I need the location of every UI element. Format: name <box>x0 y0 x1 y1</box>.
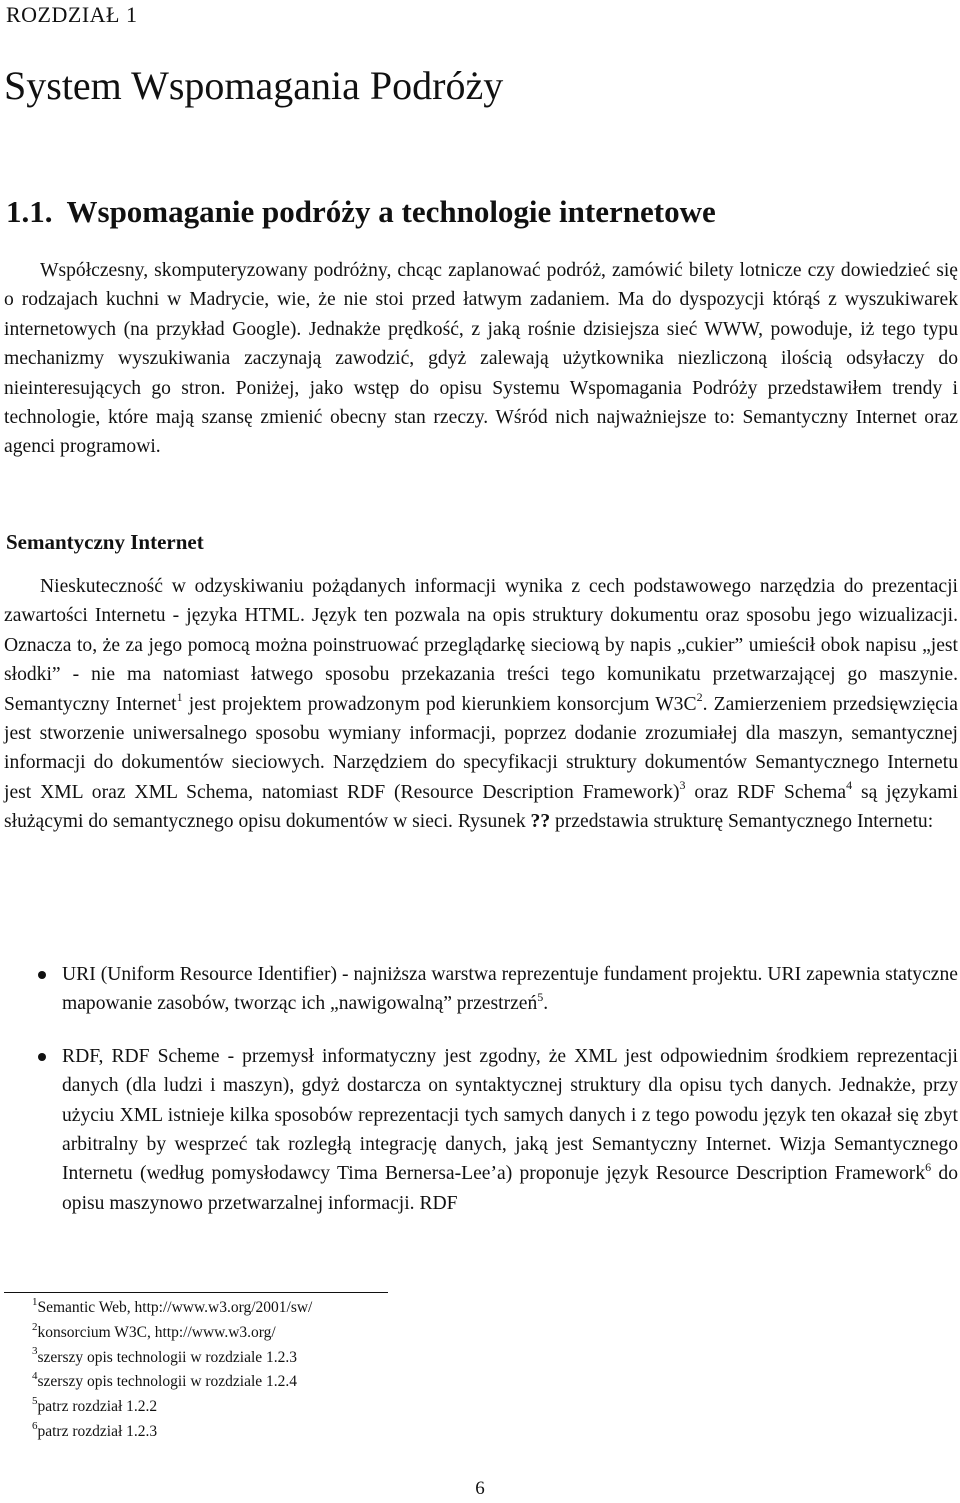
footnote-number: 3 <box>32 1345 38 1358</box>
footnote-number: 2 <box>32 1320 38 1333</box>
list-item-text: RDF, RDF Scheme - przemysł informatyczny jest zgodny, że XML jest odpowiednim środkiem reprezentacji danych (dla ludzi i maszyn), gdyż dostarcza on syntaktycznej struktury dla opisu tych danych. Jednakże, przy użyciu XML istnieje kilka sposobów reprezentacji tych samych danych i z tego powodu język ten okazał się zbyt arbitralny by wesprzeć tak rozległą integrację danych, jaką jest Semantyczny Internet. Wizja Semantycznego Internetu (według pomysłodawcy Tima Bernersa-Lee’a) proponuje język Resource Description Framework <box>62 1045 958 1185</box>
footnote-ref-4: 4 <box>846 778 853 793</box>
intro-paragraph: Współczesny, skomputeryzowany podróżny, chcąc zaplanować podróż, zamówić bilety lotnicze czy dowiedzieć się o rodzajach kuchni w Madrycie, wie, że nie stoi przed łatwym zadaniem. Ma do dyspozycji którąś z wyszukiwarek internetowych (na przykład Google). Jednakże prędkość, z jaką rośnie dzisiejsza sieć WWW, powoduje, iż tego typu mechanizmy wyszukiwania zaczynają zawodzić, gdyż zalewają użytkownika niezliczoną ilością odsyłaczy do nieinteresujących go stron. Poniżej, jako wstęp do opisu Systemu Wspomagania Podróży przedstawiłem trendy i technologie, które mają szansę zmienić obecny stan rzeczy. Wśród nich najważniejsze to: Semantyczny Internet oraz agenci programowi. <box>4 260 958 458</box>
section-heading <box>6 195 716 229</box>
footnote-text: Semantic Web, http://www.w3.org/2001/sw/ <box>37 1299 313 1316</box>
footnote-ref-1: 1 <box>176 690 183 705</box>
footnotes <box>32 1296 312 1445</box>
section-number: 1.1. <box>6 194 53 229</box>
layer-list <box>0 960 958 1241</box>
list-item <box>62 1042 958 1218</box>
footnote <box>32 1370 312 1395</box>
footnote-ref-5: 5 <box>537 989 544 1004</box>
paragraph-text: . Zamierzeniem przedsięwzięcia jest stworzenie uniwersalnego sposobu wymiany informacji, poprzez dodanie zrozumiałej dla maszyn, semantycznej informacji do dokumentów sieciowych. Narzędziem do specyfikacji struktury dokumentów Semantycznego Internetu jest XML oraz XML Schema, natomiast RDF (Resource Description Framework) <box>4 693 958 803</box>
footnote-text: szerszy opis technologii w rozdziale 1.2.3 <box>37 1348 298 1366</box>
list-item-tail: do opisu maszynowo przetwarzalnej informacji. RDF <box>62 1163 958 1214</box>
paragraph-text: oraz RDF Schema <box>685 781 847 803</box>
footnote <box>32 1395 312 1420</box>
footnote-ref-3: 3 <box>679 778 686 793</box>
footnote-number: 6 <box>32 1419 38 1432</box>
list-item-tail: . <box>543 993 549 1015</box>
footnote-ref-2: 2 <box>696 690 703 705</box>
footnote-text: patrz rozdział 1.2.2 <box>37 1398 158 1416</box>
footnote <box>32 1420 312 1445</box>
paragraph-text: Nieskuteczność w odzyskiwaniu pożądanych informacji wynika z cech podstawowego narzędzia do prezentacji zawartości Internetu - języka HTML. Język ten pozwala na opis struktury dokumentu oraz sposobu jego wizualizacji. Oznacza to, że za jego pomocą można poinstruować przeglądarkę sieciową by napis „cukier” umieścił obok napisu „jest słodki” - nie ma natomiast łatwego sposobu przekazania treści tego komunikatu przetwarzającej go maszynie. Semantyczny Internet <box>4 576 958 715</box>
page-number: 6 <box>475 1478 485 1499</box>
bullet-icon <box>38 971 46 979</box>
footnote-ref-6: 6 <box>925 1159 932 1174</box>
footnote-text: patrz rozdział 1.2.3 <box>37 1422 158 1440</box>
footnote-text: konsorcium W3C, http://www.w3.org/ <box>37 1323 276 1341</box>
section-title: Wspomaganie podróży a technologie internetowe <box>66 194 716 229</box>
paragraph-text: przedstawia strukturę Semantycznego Internetu: <box>550 811 934 833</box>
footnote-divider <box>4 1292 388 1293</box>
footnote-number: 5 <box>32 1395 38 1408</box>
semantic-web-paragraph <box>4 572 958 837</box>
subsection-title: Semantyczny Internet <box>6 530 204 554</box>
footnote-number: 1 <box>32 1295 38 1308</box>
bullet-icon <box>38 1053 46 1061</box>
chapter-label: ROZDZIAŁ 1 <box>6 2 138 27</box>
figure-reference: ?? <box>530 811 551 833</box>
footnote <box>32 1346 312 1371</box>
list-item <box>62 960 958 1019</box>
footnote <box>32 1321 312 1346</box>
chapter-title: System Wspomagania Podróży <box>4 63 504 108</box>
paragraph-text: jest projektem prowadzonym pod kierunkiem konsorcjum W3C <box>182 693 697 715</box>
footnote-number: 4 <box>32 1370 38 1383</box>
list-item-text: URI (Uniform Resource Identifier) - najniższa warstwa reprezentuje fundament projektu. URI zapewnia statyczne mapowanie zasobów, tworząc ich „nawigowalną” przestrzeń <box>62 964 958 1015</box>
footnote <box>32 1296 312 1321</box>
paragraph-text: są językami służącymi do semantycznego opisu dokumentów w sieci. Rysunek <box>4 781 958 833</box>
footnote-text: szerszy opis technologii w rozdziale 1.2.4 <box>37 1373 298 1391</box>
